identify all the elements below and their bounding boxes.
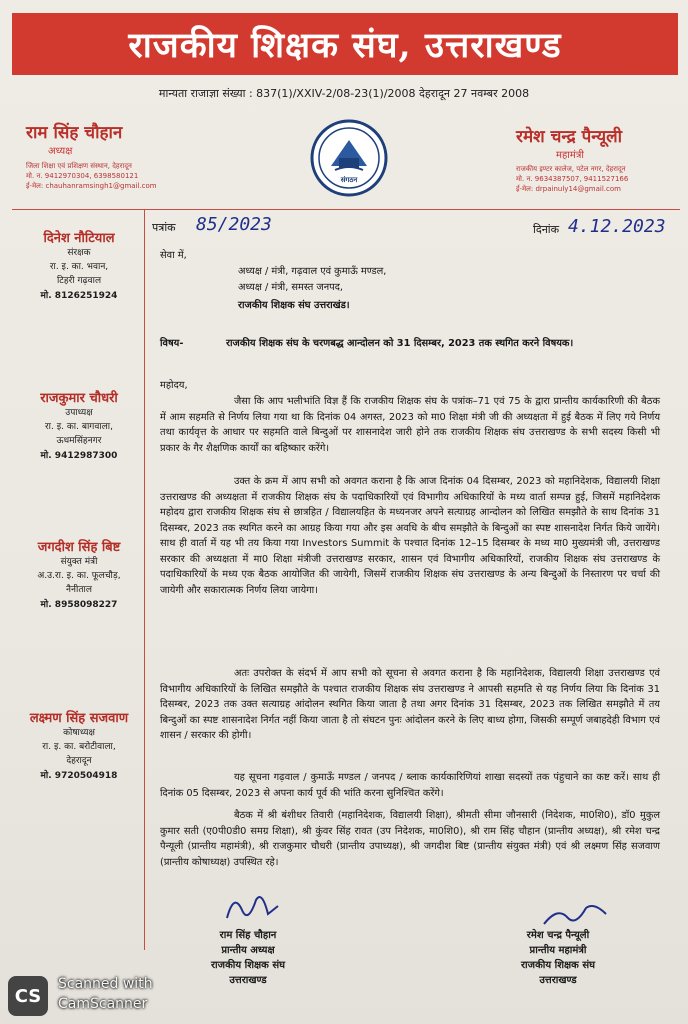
salutation: सेवा में, [160,250,187,261]
member-name: जगदीश सिंह बिष्ट [37,540,121,555]
member-name: लक्ष्मण सिंह सजवाण [29,711,129,726]
member-role: संयुक्त मंत्री [60,557,98,567]
member-address: रा. इ. का. बागवाला, [44,422,113,432]
signatory-title: प्रान्तीय महामंत्री [529,945,587,956]
attendees-paragraph: बैठक में श्री बंशीधर तिवारी (महानिदेशक, विद्यालयी शिक्षा), श्रीमती सीमा जौनसारी (निदेशक, मा0शि0), डॉ0 मुकुल कुमार सती (ए0पी0डी0 समग्र शिक्षा), श्री कुंवर सिंह रावत (उप निदेशक, मा0शि0), श्री राम सिंह चौहान (प्रान्तीय अध्यक्ष), श्री रमेश चन्द्र पैन्यूली (प्रान्तीय महामंत्री), श्री राजकुमार चौधरी (प्रान्तीय उपाध्यक्ष), श्री जगदीश बिष्ट (प्रान्तीय संयुक्त मंत्री) एवं श्री लक्ष्मण सिंह सजवाण (प्रान्तीय कोषाध्यक्ष) उपस्थित रहे। [160,810,660,868]
addressee-line: अध्यक्ष / मंत्री, समस्त जनपद, [238,282,344,293]
member-address: रा. इ. का. भवान, [49,262,109,272]
body-paragraph: अतः उपरोक्त के संदर्भ में आप सभी को सूचना से अवगत कराना है कि महानिदेशक, विद्यालयी शिक्षा उत्तराखण्ड एवं विभागीय अधिकारियों के लिखित समझौते के पश्चात राजकीय शिक्षक संघ उत्तराखण्ड ने आपसी सहमति से यह निर्णय लिया कि दिनांक 31 दिसम्बर, 2023 तक उक्त सत्याग्रह आंदोलन स्थगित किया जाता है तथा अगर दिनांक 31 दिसम्बर, 2023 तक लिखित समझौते में तय बिन्दुओं का स्पष्ट शासनादेश निर्गत नहीं किया जाता है तो संघटन पुनः आंदोलन करने के लिए बाध्य होगा, जिसकी सम्पूर्ण जबाहदेही विभाग एवं शासन / सरकार की होगी। [160,668,660,741]
secretary-email: ई-मेल: drpainuly14@gmail.com [516,185,621,193]
addressee-line: राजकीय शिक्षक संघ उत्तराखंड। [238,300,350,311]
date-label: दिनांक [533,223,560,236]
sidebar-divider [144,210,145,950]
watermark-line2: CamScanner [58,996,148,1012]
signatory-org: राजकीय शिक्षक संघ [210,960,286,971]
body-paragraph: जैसा कि आप भलीभांति विज्ञ हैं कि राजकीय शिक्षक संघ के पत्रांक–71 एवं 75 के द्वारा प्रान्तीय कार्यकारिणी की बैठक में आम सहमति से निर्णय लिया गया था कि दिनांक 04 अगस्त, 2023 को मा0 शिक्षा मंत्री जी की अध्यक्षता में हुई बैठक में लिए गये निर्णय तथा कार्यवृत्त के आधार पर सहमति वाले बिन्दुओं पर शासनादेश जारी होने तक राजकीय शिक्षक संघ उत्तराखण्ड के सभी सदस्य किसी भी प्रकार के गैर शैक्षणिक कार्यों का बहिष्कार करेंगे। [160,396,660,454]
sidebar-member [20,708,138,781]
member-name: राजकुमार चौधरी [40,391,118,406]
member-district: टिहरी गढ़वाल [56,276,102,286]
president-email: ई-मेल: chauhanramsingh1@gmail.com [26,182,157,190]
letterhead-left [26,120,176,191]
letterhead-right [516,124,686,194]
signatory-name: रमेश चन्द्र पैन्यूली [526,930,590,941]
signatory-state: उत्तराखण्ड [229,975,267,986]
sidebar-member [20,228,138,301]
member-role: उपाध्यक्ष [65,408,93,418]
subject-text: राजकीय शिक्षक संघ के चरणबद्ध आन्दोलन को 31 दिसम्बर, 2023 तक स्थगित करने विषयक। [226,338,574,349]
member-district: नैनीताल [66,585,92,595]
watermark-line1: Scanned with [58,976,153,992]
camscanner-watermark [0,968,200,1018]
secretary-phone: मो. न. 9634387507, 9411527166 [516,175,629,183]
secretary-designation: महामंत्री [556,150,584,161]
president-name: राम सिंह चौहान [26,123,123,143]
org-logo [309,118,389,198]
president-phone: मो. न. 9412970304, 6398580121 [26,172,139,180]
member-name: दिनेश नौटियाल [43,231,115,246]
member-district: ऊधमसिंहनगर [56,436,102,446]
member-role: कोषाध्यक्ष [63,728,95,738]
member-phone: मो. 8958098227 [40,600,118,610]
signatory-name: राम सिंह चौहान [219,930,277,941]
member-address: अ.उ.रा. इ. का. फूलचौड़, [37,571,121,581]
member-phone: मो. 9412987300 [40,451,118,461]
letter-date: 4.12.2023 [568,216,666,237]
signature-mark [222,888,282,928]
ref-label: पत्रांक [152,221,176,234]
member-district: देहरादून [66,756,92,766]
signatory-state: उत्तराखण्ड [539,975,577,986]
body-paragraph: यह सूचना गढ़वाल / कुमाऊँ मण्डल / जनपद / ब्लाक कार्यकारिणियां शाखा सदस्यों तक पंहुचाने का कष्ट करें। साथ ही दिनांक 05 दिसम्बर, 2023 से अपना कार्य पूर्व की भांति करना सुनिश्चित करेंगे। [160,772,660,799]
president-address: जिला शिक्षा एवं प्रशिक्षण संस्थान, देहरादून [26,162,132,170]
secretary-name: रमेश चन्द्र पैन्यूली [516,127,623,147]
sidebar-member [20,537,138,610]
recognition-line: मान्यता राजाज्ञा संख्या : 837(1)/XXIV-2/08-23(1)/2008 देहरादून 27 नवम्बर 2008 [158,87,530,100]
president-designation: अध्यक्ष [48,146,73,157]
member-phone: मो. 9720504918 [40,771,118,781]
signature-block-secretary [488,928,628,988]
subject-label: विषय- [160,338,184,349]
logo-caption: संगठन [340,176,358,184]
ref-number: 85/2023 [196,214,272,235]
member-role: संरक्षक [67,248,91,258]
member-address: रा. इ. का. बरोटीवाला, [42,742,116,752]
body-paragraph: उक्त के क्रम में आप सभी को अवगत कराना है कि आज दिनांक 04 दिसम्बर, 2023 को महानिदेशक, विद्यालयी शिक्षा उत्तराखण्ड की अध्यक्षता में राजकीय शिक्षक संघ के पदाधिकारियों एवं विभागीय अधिकारियों के मध्य वार्ता सम्पन्न हुई, जिसमें महानिदेशक महोदय द्वारा राजकीय शिक्षक संघ से छात्रहित / विद्यालयहित के मध्यनजर अपने सत्याग्रह आन्दोलन को लिखित समझौते के साथ दिनांक 31 दिसम्बर, 2023 तक स्थगित करने का आग्रह किया गया और इस अवधि के बीच समझौते के बिन्दुओं का स्पष्ट शासनादेश निर्गत किये जायेंगे। साथ ही वार्ता में यह भी तय किया गया Investors Summit के पश्चात दिनांक 12–15 दिसम्बर के मध्य मा0 मुख्यमंत्री जी, उत्तराखण्ड सरकार की अध्यक्षता में मा0 शिक्षा मंत्रीजी उत्तराखण्ड सरकार, शासन एवं विभागीय अधिकारियों, राजकीय शिक्षक संघ उत्तराखण्ड के पदाधिकारियों के मध्य एक बैठक आयोजित की जायेगी, जिसमें राजकीय शिक्षक संघ उत्तराखण्ड के अन्य बिन्दुओं के निस्तारण पर चर्चा की जायेगी और सकारात्मक निर्णय लिया जायेगा। [160,476,660,596]
member-phone: मो. 8126251924 [40,291,118,301]
org-title-banner: राजकीय शिक्षक संघ, उत्तराखण्ड [12,13,678,75]
greeting: महोदय, [160,380,188,391]
sidebar-member [20,388,138,461]
signatory-title: प्रान्तीय अध्यक्ष [221,945,275,956]
addressee-line: अध्यक्ष / मंत्री, गढ़वाल एवं कुमाऊँ मण्डल, [238,266,387,277]
signature-mark [540,900,610,930]
camscanner-logo-icon: CS [8,976,48,1016]
emblem-icon [309,118,389,198]
signatory-org: राजकीय शिक्षक संघ [520,960,596,971]
header-divider [12,209,680,210]
secretary-address: राजकीय इण्टर कालेज, पटेल नगर, देहरादून [516,165,626,173]
